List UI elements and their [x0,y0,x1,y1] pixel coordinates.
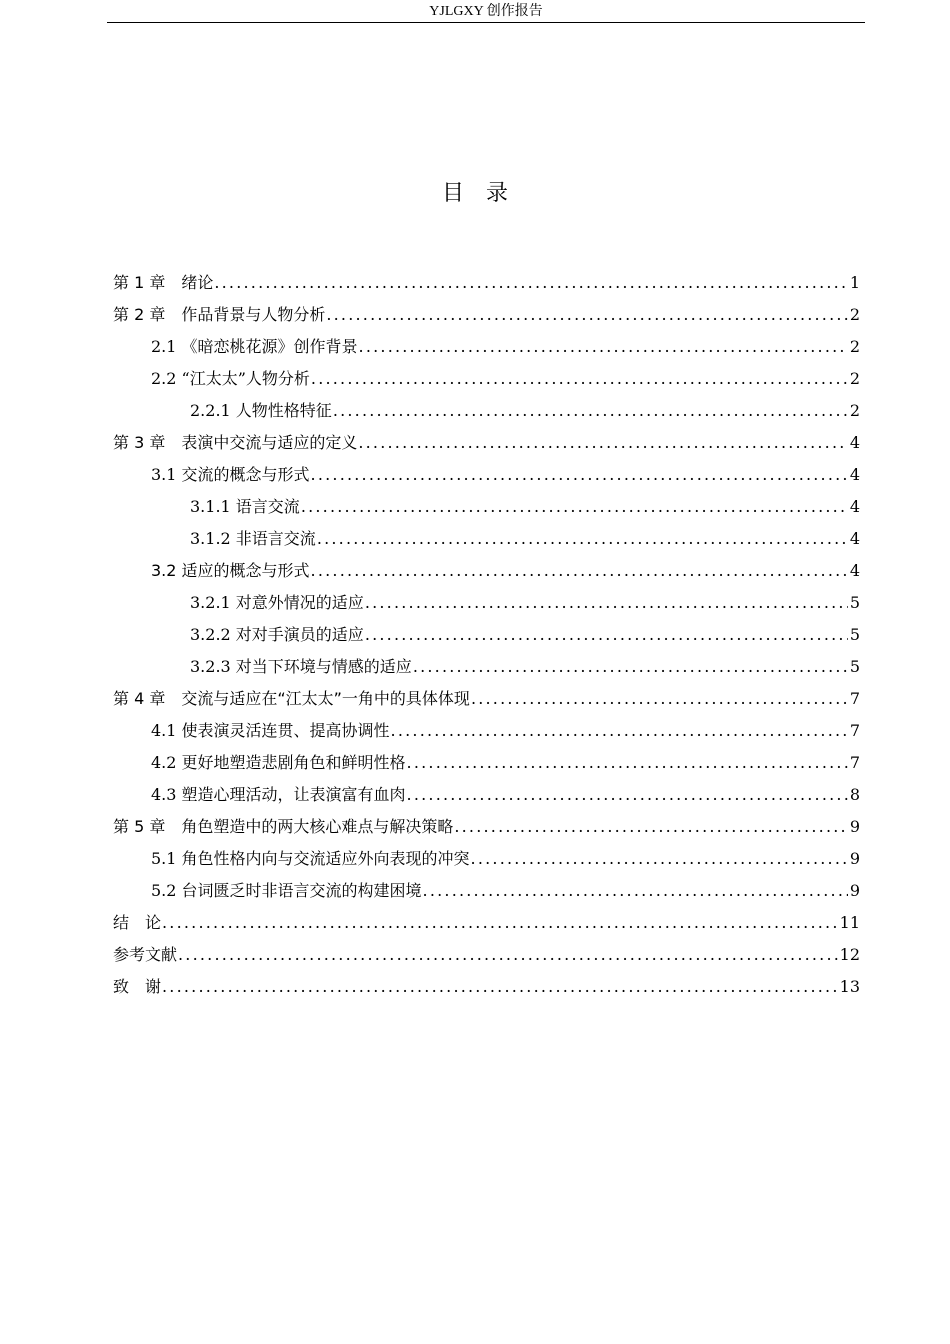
toc-leader-dots [162,971,838,1003]
toc-entry[interactable] [113,651,860,683]
toc-page-number: 2 [849,337,860,356]
toc-leader-dots [162,907,838,939]
toc-leader-dots [311,363,848,395]
toc-entry-label: 3.1 交流的概念与形式 [151,465,310,484]
toc-entry-label: 第 2 章 作品背景与人物分析 [113,305,326,324]
toc-leader-dots [413,651,848,683]
toc-page-number: 4 [849,529,860,548]
toc-page-number: 2 [849,305,860,324]
table-of-contents [113,267,860,1003]
toc-entry-label: 第 4 章 交流与适应在“江太太”一角中的具体体现 [113,689,470,708]
toc-entry[interactable] [113,523,860,555]
toc-entry[interactable] [113,907,860,939]
toc-entry[interactable] [113,811,860,843]
toc-entry-label: 5.1 角色性格内向与交流适应外向表现的冲突 [151,849,470,868]
toc-leader-dots [471,843,848,875]
toc-page-number: 7 [849,689,860,708]
toc-entry[interactable] [113,395,860,427]
toc-entry[interactable] [113,875,860,907]
header-text: YJLGXY 创作报告 [429,4,543,19]
toc-entry-label: 第 3 章 表演中交流与适应的定义 [113,433,358,452]
toc-leader-dots [333,395,848,427]
toc-page-number: 4 [849,497,860,516]
toc-entry[interactable] [113,843,860,875]
toc-entry-label: 3.2.2 对对手演员的适应 [190,625,364,644]
toc-entry-label: 4.3 塑造心理活动，让表演富有血肉 [151,785,406,804]
toc-entry-label: 3.2.3 对当下环境与情感的适应 [190,657,412,676]
toc-entry[interactable] [113,331,860,363]
toc-leader-dots [407,747,848,779]
toc-entry[interactable] [113,587,860,619]
toc-page-number: 5 [849,593,860,612]
toc-entry[interactable] [113,427,860,459]
toc-entry[interactable] [113,779,860,811]
toc-leader-dots [311,555,848,587]
toc-leader-dots [317,523,848,555]
toc-entry[interactable] [113,267,860,299]
toc-entry[interactable] [113,619,860,651]
toc-page-number: 4 [849,465,860,484]
toc-entry[interactable] [113,491,860,523]
toc-entry[interactable] [113,715,860,747]
toc-entry-label: 3.2.1 对意外情况的适应 [190,593,364,612]
toc-page-number: 1 [849,273,860,292]
toc-entry[interactable] [113,939,860,971]
toc-leader-dots [471,683,848,715]
toc-entry-label: 5.2 台词匮乏时非语言交流的构建困境 [151,881,422,900]
toc-leader-dots [178,939,838,971]
toc-entry-label: 参考文献 [113,945,178,964]
toc-page-number: 11 [839,913,860,932]
toc-page-number: 9 [849,849,860,868]
toc-entry[interactable] [113,747,860,779]
toc-entry-label: 4.1 使表演灵活连贯、提高协调性 [151,721,390,740]
toc-page-number: 9 [849,881,860,900]
toc-page-number: 9 [849,817,860,836]
toc-leader-dots [359,331,848,363]
toc-leader-dots [326,299,847,331]
toc-entry[interactable] [113,683,860,715]
toc-page-number: 4 [849,433,860,452]
toc-leader-dots [407,779,848,811]
toc-leader-dots [214,267,847,299]
toc-page-number: 13 [839,977,860,996]
toc-page-number: 7 [849,753,860,772]
toc-page-number: 8 [849,785,860,804]
toc-leader-dots [365,619,848,651]
toc-entry-label: 第 5 章 角色塑造中的两大核心难点与解决策略 [113,817,454,836]
toc-entry-label: 2.2 “江太太”人物分析 [151,369,310,388]
toc-page-number: 5 [849,625,860,644]
toc-entry[interactable] [113,971,860,1003]
toc-leader-dots [358,427,847,459]
toc-page-number: 2 [849,369,860,388]
toc-entry[interactable] [113,299,860,331]
toc-page-number: 5 [849,657,860,676]
toc-page-number: 2 [849,401,860,420]
toc-entry-label: 结 论 [113,913,162,932]
toc-entry-label: 第 1 章 绪论 [113,273,214,292]
toc-entry[interactable] [113,363,860,395]
toc-entry-label: 3.1.2 非语言交流 [190,529,316,548]
toc-page-number: 7 [849,721,860,740]
toc-leader-dots [301,491,848,523]
page-header [107,2,865,23]
toc-title: 目 录 [441,181,508,206]
toc-page-number: 4 [849,561,860,580]
toc-entry[interactable] [113,459,860,491]
toc-entry-label: 4.2 更好地塑造悲剧角色和鲜明性格 [151,753,406,772]
toc-leader-dots [391,715,848,747]
toc-entry-label: 2.1 《暗恋桃花源》创作背景 [151,337,358,356]
toc-leader-dots [454,811,847,843]
toc-entry-label: 3.2 适应的概念与形式 [151,561,310,580]
toc-page-number: 12 [839,945,860,964]
toc-entry-label: 2.2.1 人物性格特征 [190,401,332,420]
toc-entry-label: 致 谢 [113,977,162,996]
toc-entry-label: 3.1.1 语言交流 [190,497,300,516]
toc-entry[interactable] [113,555,860,587]
toc-leader-dots [423,875,848,907]
toc-leader-dots [365,587,848,619]
toc-leader-dots [311,459,848,491]
